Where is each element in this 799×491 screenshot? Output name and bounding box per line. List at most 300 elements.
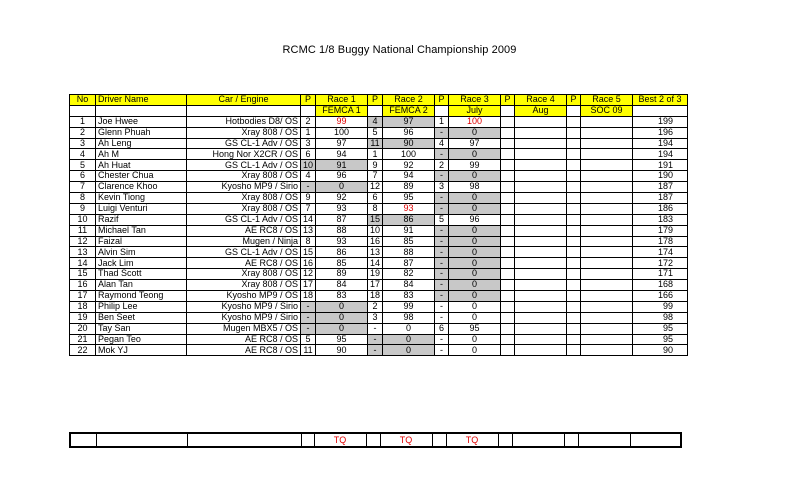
row-p1: 7	[301, 203, 316, 214]
row-race-1: 93	[316, 236, 368, 247]
row-driver-name: Philip Lee	[96, 301, 187, 312]
row-race-1: 0	[316, 323, 368, 334]
row-race-5	[581, 149, 633, 160]
row-race-1: 94	[316, 149, 368, 160]
row-best: 178	[633, 236, 688, 247]
row-race-3: 97	[449, 138, 501, 149]
row-race-3: 96	[449, 214, 501, 225]
row-p5	[567, 171, 581, 182]
row-race-5	[581, 280, 633, 291]
row-no: 18	[70, 301, 96, 312]
row-race-1: 93	[316, 203, 368, 214]
row-p2: -	[368, 323, 383, 334]
row-p1: 13	[301, 225, 316, 236]
row-race-1: 97	[316, 138, 368, 149]
row-p1: 18	[301, 291, 316, 302]
row-car-engine: Kyosho MP9 / Sirio	[187, 301, 301, 312]
row-p2: 2	[368, 301, 383, 312]
row-car-engine: Hotbodies D8/ OS	[187, 116, 301, 127]
row-p4	[501, 323, 515, 334]
row-race-5	[581, 345, 633, 356]
row-race-5	[581, 116, 633, 127]
row-p5	[567, 247, 581, 258]
row-p3: -	[435, 258, 449, 269]
header-p5: P	[567, 95, 581, 106]
row-p4	[501, 334, 515, 345]
row-race-2: 83	[383, 291, 435, 302]
row-race-2: 99	[383, 301, 435, 312]
row-p5	[567, 323, 581, 334]
row-p1: 16	[301, 258, 316, 269]
table-row	[70, 301, 688, 312]
row-p3: 1	[435, 116, 449, 127]
row-race-2: 85	[383, 236, 435, 247]
row-driver-name: Kevin Tiong	[96, 193, 187, 204]
footer-table	[69, 432, 682, 448]
row-race-3: 0	[449, 345, 501, 356]
row-driver-name: Razif	[96, 214, 187, 225]
row-p2: 16	[368, 236, 383, 247]
row-p3: -	[435, 291, 449, 302]
row-p3: -	[435, 301, 449, 312]
table-row	[70, 291, 688, 302]
row-p1: 9	[301, 193, 316, 204]
row-p2: 11	[368, 138, 383, 149]
row-race-4	[515, 193, 567, 204]
row-p2: 18	[368, 291, 383, 302]
row-driver-name: Clarence Khoo	[96, 182, 187, 193]
header-row	[70, 95, 688, 106]
row-race-1: 96	[316, 171, 368, 182]
row-race-2: 0	[383, 323, 435, 334]
row-p3: -	[435, 193, 449, 204]
row-race-5	[581, 301, 633, 312]
row-p5	[567, 182, 581, 193]
row-p2: 4	[368, 116, 383, 127]
row-p3: -	[435, 345, 449, 356]
row-race-3: 0	[449, 127, 501, 138]
row-race-4	[515, 301, 567, 312]
row-race-3: 99	[449, 160, 501, 171]
row-race-1: 89	[316, 269, 368, 280]
row-p2: 15	[368, 214, 383, 225]
row-p5	[567, 160, 581, 171]
row-p4	[501, 171, 515, 182]
row-best: 172	[633, 258, 688, 269]
row-p3: 6	[435, 323, 449, 334]
row-race-5	[581, 138, 633, 149]
row-p3: -	[435, 127, 449, 138]
row-p4	[501, 203, 515, 214]
row-car-engine: Xray 808 / OS	[187, 171, 301, 182]
row-p3: 4	[435, 138, 449, 149]
row-best: 187	[633, 193, 688, 204]
row-best: 187	[633, 182, 688, 193]
row-race-5	[581, 127, 633, 138]
row-no: 13	[70, 247, 96, 258]
row-race-5	[581, 291, 633, 302]
row-p1: 1	[301, 127, 316, 138]
row-best: 190	[633, 171, 688, 182]
row-race-5	[581, 247, 633, 258]
row-no: 2	[70, 127, 96, 138]
header-p3: P	[435, 95, 449, 106]
row-race-1: 99	[316, 116, 368, 127]
table-row	[70, 323, 688, 334]
row-driver-name: Thad Scott	[96, 269, 187, 280]
table-row	[70, 225, 688, 236]
footer-row	[70, 433, 681, 447]
row-race-5	[581, 214, 633, 225]
row-no: 6	[70, 171, 96, 182]
row-p2: 8	[368, 203, 383, 214]
row-race-4	[515, 182, 567, 193]
row-p3: -	[435, 203, 449, 214]
row-race-1: 90	[316, 345, 368, 356]
row-p5	[567, 149, 581, 160]
row-no: 12	[70, 236, 96, 247]
row-p4	[501, 149, 515, 160]
row-race-4	[515, 203, 567, 214]
row-driver-name: Luigi Venturi	[96, 203, 187, 214]
row-race-4	[515, 247, 567, 258]
header-race-4: Race 4	[515, 95, 567, 106]
row-race-3: 0	[449, 149, 501, 160]
row-race-4	[515, 280, 567, 291]
row-p1: 10	[301, 160, 316, 171]
row-driver-name: Ah M	[96, 149, 187, 160]
row-car-engine: Kyosho MP9 / Sirio	[187, 182, 301, 193]
row-race-3: 0	[449, 247, 501, 258]
row-race-3: 0	[449, 193, 501, 204]
row-driver-name: Joe Hwee	[96, 116, 187, 127]
row-p3: -	[435, 334, 449, 345]
row-p1: 3	[301, 138, 316, 149]
row-car-engine: Xray 808 / OS	[187, 203, 301, 214]
row-race-3: 0	[449, 334, 501, 345]
row-race-4	[515, 138, 567, 149]
table-row	[70, 280, 688, 291]
row-p4	[501, 225, 515, 236]
row-driver-name: Mok YJ	[96, 345, 187, 356]
row-car-engine: Mugen MBX5 / OS	[187, 323, 301, 334]
row-no: 10	[70, 214, 96, 225]
row-car-engine: Kyosho MP9 / Sirio	[187, 312, 301, 323]
row-race-2: 93	[383, 203, 435, 214]
row-p3: -	[435, 149, 449, 160]
table-row	[70, 214, 688, 225]
row-best: 98	[633, 312, 688, 323]
row-p5	[567, 214, 581, 225]
row-race-3: 95	[449, 323, 501, 334]
row-race-5	[581, 203, 633, 214]
row-p1: -	[301, 312, 316, 323]
table-row	[70, 182, 688, 193]
row-best: 199	[633, 116, 688, 127]
row-no: 9	[70, 203, 96, 214]
row-race-4	[515, 334, 567, 345]
row-race-2: 92	[383, 160, 435, 171]
row-p5	[567, 312, 581, 323]
row-p2: 9	[368, 160, 383, 171]
row-race-3: 0	[449, 312, 501, 323]
header-race-2: Race 2	[383, 95, 435, 106]
row-p2: -	[368, 334, 383, 345]
row-p4	[501, 116, 515, 127]
row-p3: 5	[435, 214, 449, 225]
table-row	[70, 138, 688, 149]
row-driver-name: Faizal	[96, 236, 187, 247]
results-table	[69, 94, 688, 356]
row-p2: 13	[368, 247, 383, 258]
row-p4	[501, 345, 515, 356]
row-p5	[567, 280, 581, 291]
row-p4	[501, 291, 515, 302]
row-race-5	[581, 225, 633, 236]
row-race-2: 95	[383, 193, 435, 204]
row-p3: -	[435, 171, 449, 182]
event-row	[70, 105, 688, 116]
row-best: 194	[633, 138, 688, 149]
row-p2: 19	[368, 269, 383, 280]
row-race-4	[515, 258, 567, 269]
row-best: 186	[633, 203, 688, 214]
row-best: 174	[633, 247, 688, 258]
row-car-engine: GS CL-1 Adv / OS	[187, 138, 301, 149]
row-race-5	[581, 258, 633, 269]
header-best: Best 2 of 3	[633, 95, 688, 106]
row-driver-name: Chester Chua	[96, 171, 187, 182]
row-p3: -	[435, 236, 449, 247]
table-row	[70, 127, 688, 138]
row-race-1: 85	[316, 258, 368, 269]
row-race-3: 0	[449, 203, 501, 214]
event-race-5: SOC 09	[581, 105, 633, 116]
row-race-2: 98	[383, 312, 435, 323]
table-row	[70, 269, 688, 280]
row-p4	[501, 236, 515, 247]
row-no: 16	[70, 280, 96, 291]
row-race-2: 0	[383, 345, 435, 356]
row-race-2: 100	[383, 149, 435, 160]
row-car-engine: Xray 808 / OS	[187, 193, 301, 204]
row-best: 168	[633, 280, 688, 291]
row-p3: -	[435, 280, 449, 291]
table-row	[70, 116, 688, 127]
row-best: 90	[633, 345, 688, 356]
row-p1: 15	[301, 247, 316, 258]
row-race-5	[581, 160, 633, 171]
row-p4	[501, 182, 515, 193]
row-p1: 17	[301, 280, 316, 291]
row-race-5	[581, 323, 633, 334]
row-p2: -	[368, 345, 383, 356]
row-p2: 6	[368, 193, 383, 204]
row-best: 166	[633, 291, 688, 302]
row-no: 22	[70, 345, 96, 356]
row-race-4	[515, 214, 567, 225]
row-race-2: 82	[383, 269, 435, 280]
row-car-engine: Kyosho MP9 / OS	[187, 291, 301, 302]
row-no: 11	[70, 225, 96, 236]
row-p4	[501, 269, 515, 280]
row-race-1: 84	[316, 280, 368, 291]
row-race-3: 100	[449, 116, 501, 127]
row-driver-name: Alan Tan	[96, 280, 187, 291]
row-race-3: 0	[449, 280, 501, 291]
row-car-engine: Xray 808 / OS	[187, 269, 301, 280]
page-title: RCMC 1/8 Buggy National Championship 2009	[282, 44, 517, 56]
header-no: No	[70, 95, 96, 106]
row-p5	[567, 127, 581, 138]
row-race-2: 90	[383, 138, 435, 149]
row-race-4	[515, 149, 567, 160]
row-p1: -	[301, 323, 316, 334]
row-p5	[567, 193, 581, 204]
row-p1: 12	[301, 269, 316, 280]
header-race-5: Race 5	[581, 95, 633, 106]
row-race-4	[515, 312, 567, 323]
row-race-3: 0	[449, 236, 501, 247]
row-race-1: 88	[316, 225, 368, 236]
row-car-engine: AE RC8 / OS	[187, 345, 301, 356]
row-p5	[567, 291, 581, 302]
row-no: 21	[70, 334, 96, 345]
row-driver-name: Michael Tan	[96, 225, 187, 236]
row-race-3: 0	[449, 291, 501, 302]
row-car-engine: Xray 808 / OS	[187, 127, 301, 138]
table-row	[70, 149, 688, 160]
row-p4	[501, 138, 515, 149]
row-car-engine: Hong Nor X2CR / OS	[187, 149, 301, 160]
row-p2: 17	[368, 280, 383, 291]
row-race-1: 100	[316, 127, 368, 138]
header-driver-name: Driver Name	[96, 95, 187, 106]
footer-tq-race-2: TQ	[380, 433, 432, 447]
row-no: 8	[70, 193, 96, 204]
row-race-5	[581, 171, 633, 182]
row-p1: 2	[301, 116, 316, 127]
table-row	[70, 236, 688, 247]
header-car-engine: Car / Engine	[187, 95, 301, 106]
table-row	[70, 171, 688, 182]
row-car-engine: GS CL-1 Adv / OS	[187, 160, 301, 171]
row-car-engine: Mugen / Ninja	[187, 236, 301, 247]
row-p4	[501, 193, 515, 204]
row-race-2: 86	[383, 214, 435, 225]
row-race-3: 98	[449, 182, 501, 193]
row-no: 5	[70, 160, 96, 171]
event-race-2: FEMCA 2	[383, 105, 435, 116]
row-race-1: 0	[316, 301, 368, 312]
row-race-2: 91	[383, 225, 435, 236]
row-race-2: 0	[383, 334, 435, 345]
row-no: 3	[70, 138, 96, 149]
row-p2: 14	[368, 258, 383, 269]
row-race-2: 96	[383, 127, 435, 138]
row-p4	[501, 247, 515, 258]
row-no: 19	[70, 312, 96, 323]
row-driver-name: Pegan Teo	[96, 334, 187, 345]
row-no: 7	[70, 182, 96, 193]
table-row	[70, 345, 688, 356]
row-car-engine: Xray 808 / OS	[187, 280, 301, 291]
row-car-engine: GS CL-1 Adv / OS	[187, 247, 301, 258]
row-car-engine: AE RC8 / OS	[187, 225, 301, 236]
header-p1: P	[301, 95, 316, 106]
row-car-engine: AE RC8 / OS	[187, 334, 301, 345]
row-no: 15	[70, 269, 96, 280]
row-p3: 2	[435, 160, 449, 171]
row-race-1: 92	[316, 193, 368, 204]
row-p5	[567, 258, 581, 269]
row-race-3: 0	[449, 171, 501, 182]
row-race-5	[581, 269, 633, 280]
row-race-3: 0	[449, 269, 501, 280]
row-no: 20	[70, 323, 96, 334]
row-p4	[501, 312, 515, 323]
row-race-4	[515, 345, 567, 356]
event-race-1: FEMCA 1	[316, 105, 368, 116]
row-p5	[567, 236, 581, 247]
footer-tq-race-1: TQ	[314, 433, 366, 447]
row-best: 194	[633, 149, 688, 160]
row-p2: 10	[368, 225, 383, 236]
row-best: 99	[633, 301, 688, 312]
row-p3: -	[435, 247, 449, 258]
row-race-4	[515, 225, 567, 236]
row-car-engine: AE RC8 / OS	[187, 258, 301, 269]
header-race-3: Race 3	[449, 95, 501, 106]
row-race-5	[581, 236, 633, 247]
row-p1: 8	[301, 236, 316, 247]
row-no: 14	[70, 258, 96, 269]
row-p4	[501, 301, 515, 312]
row-p4	[501, 258, 515, 269]
row-p3: 3	[435, 182, 449, 193]
table-row	[70, 203, 688, 214]
row-driver-name: Ah Huat	[96, 160, 187, 171]
row-best: 95	[633, 323, 688, 334]
footer-tq-race-3: TQ	[446, 433, 498, 447]
row-best: 196	[633, 127, 688, 138]
row-p1: 4	[301, 171, 316, 182]
row-race-1: 86	[316, 247, 368, 258]
row-race-4	[515, 323, 567, 334]
row-driver-name: Raymond Teong	[96, 291, 187, 302]
row-p4	[501, 160, 515, 171]
row-race-1: 87	[316, 214, 368, 225]
row-race-3: 0	[449, 225, 501, 236]
row-p4	[501, 127, 515, 138]
row-best: 191	[633, 160, 688, 171]
row-p1: -	[301, 301, 316, 312]
row-race-1: 91	[316, 160, 368, 171]
row-p5	[567, 269, 581, 280]
table-row	[70, 312, 688, 323]
row-race-4	[515, 291, 567, 302]
row-no: 1	[70, 116, 96, 127]
header-race-1: Race 1	[316, 95, 368, 106]
row-race-2: 87	[383, 258, 435, 269]
row-driver-name: Ah Leng	[96, 138, 187, 149]
row-p1: -	[301, 182, 316, 193]
row-p5	[567, 138, 581, 149]
row-p5	[567, 301, 581, 312]
row-p5	[567, 203, 581, 214]
row-race-5	[581, 182, 633, 193]
row-p5	[567, 225, 581, 236]
